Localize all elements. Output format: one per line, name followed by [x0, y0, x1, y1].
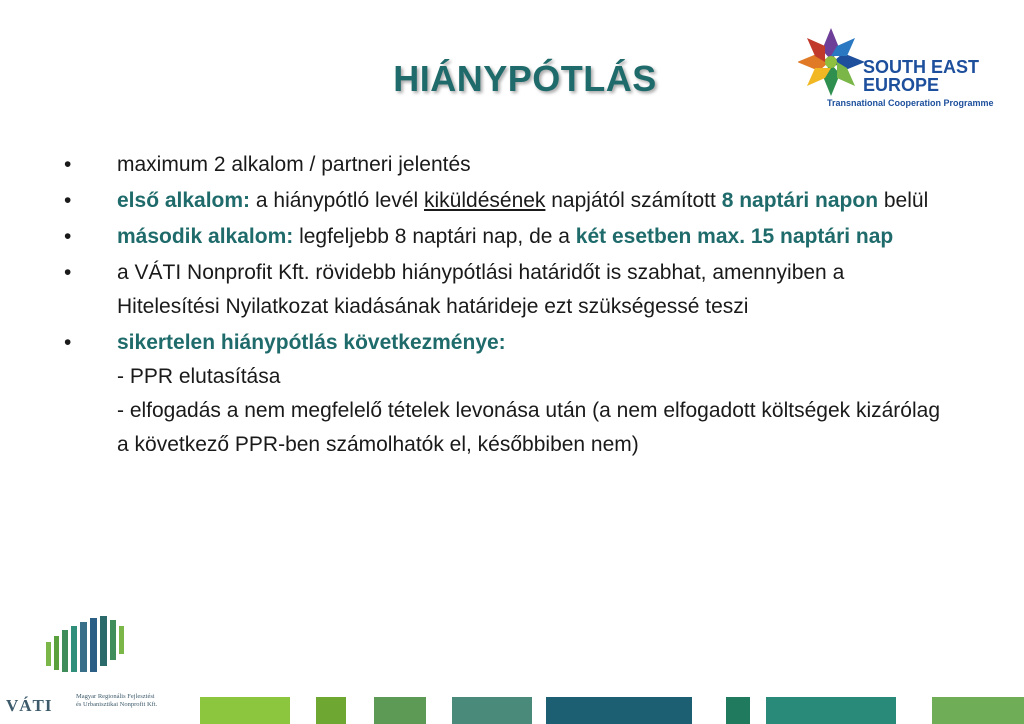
footer-strip [316, 697, 346, 724]
footer-strip [452, 697, 532, 724]
footer-strip [546, 697, 692, 724]
footer-strip [374, 697, 426, 724]
bullet-marker: • [64, 189, 72, 212]
footer-strip [766, 697, 896, 724]
slide-title: HIÁNYPÓTLÁS [393, 58, 657, 99]
bullet-item-5 [60, 326, 940, 462]
logo-line-3: Transnational Cooperation Programme [827, 98, 994, 108]
underlined-word: kiküldésének [424, 189, 546, 212]
bullet-strong: 8 naptári napon [721, 189, 879, 212]
bullet-text: maximum 2 alkalom / partneri jelentés [117, 153, 471, 176]
footer-strip [932, 697, 1024, 724]
bullet-item-4 [60, 256, 940, 324]
bullet-list [60, 148, 940, 464]
bullet-marker: • [64, 153, 72, 176]
bullet-text [117, 326, 940, 462]
bullet-marker: • [64, 225, 72, 248]
bullet-text-part: legfeljebb 8 naptári nap, de a [293, 225, 576, 248]
vati-subtitle-line-2: és Urbanisztikai Nonprofit Kft. [76, 701, 158, 708]
vati-subtitle [76, 693, 157, 709]
bullet-lead: második alkalom: [117, 225, 294, 248]
bullet-text [117, 184, 940, 218]
vati-logo-bars [44, 612, 144, 674]
logo-line-2: EUROPE [863, 75, 940, 95]
bullet-subline: - elfogadás a nem megfelelő tételek levonása után (a nem elfogadott költségek kizárólag a következő PPR-ben számolhatók el, későbbiben nem) [117, 399, 940, 456]
bullet-lead: sikertelen hiánypótlás következménye: [117, 331, 506, 354]
bullet-text-part: a hiánypótló levél [250, 189, 425, 212]
bullet-marker: • [64, 331, 72, 354]
footer-strip [200, 697, 290, 724]
bullet-text-part: belül [878, 189, 929, 212]
bullet-subline: - PPR elutasítása [117, 365, 281, 388]
bullet-marker: • [64, 261, 72, 284]
bullet-text-part: napjától számított [545, 189, 722, 212]
vati-name: VÁTI [6, 696, 53, 715]
bullet-item-2 [60, 184, 940, 218]
bullet-lead: első alkalom: [117, 189, 251, 212]
bullet-item-3 [60, 220, 940, 254]
bullet-item-1 [60, 148, 940, 182]
vati-subtitle-line-1: Magyar Regionális Fejlesztési [76, 693, 155, 700]
bullet-text [117, 220, 940, 254]
bullet-text: a VÁTI Nonprofit Kft. rövidebb hiánypótlási határidőt is szabhat, amennyiben a Hitelesítési Nyilatkozat kiadásának határideje ezt szükségessé teszi [117, 261, 845, 318]
bullet-strong: két esetben max. 15 naptári nap [575, 225, 894, 248]
footer-strip [726, 697, 750, 724]
logo-line-1: SOUTH EAST [863, 57, 980, 77]
